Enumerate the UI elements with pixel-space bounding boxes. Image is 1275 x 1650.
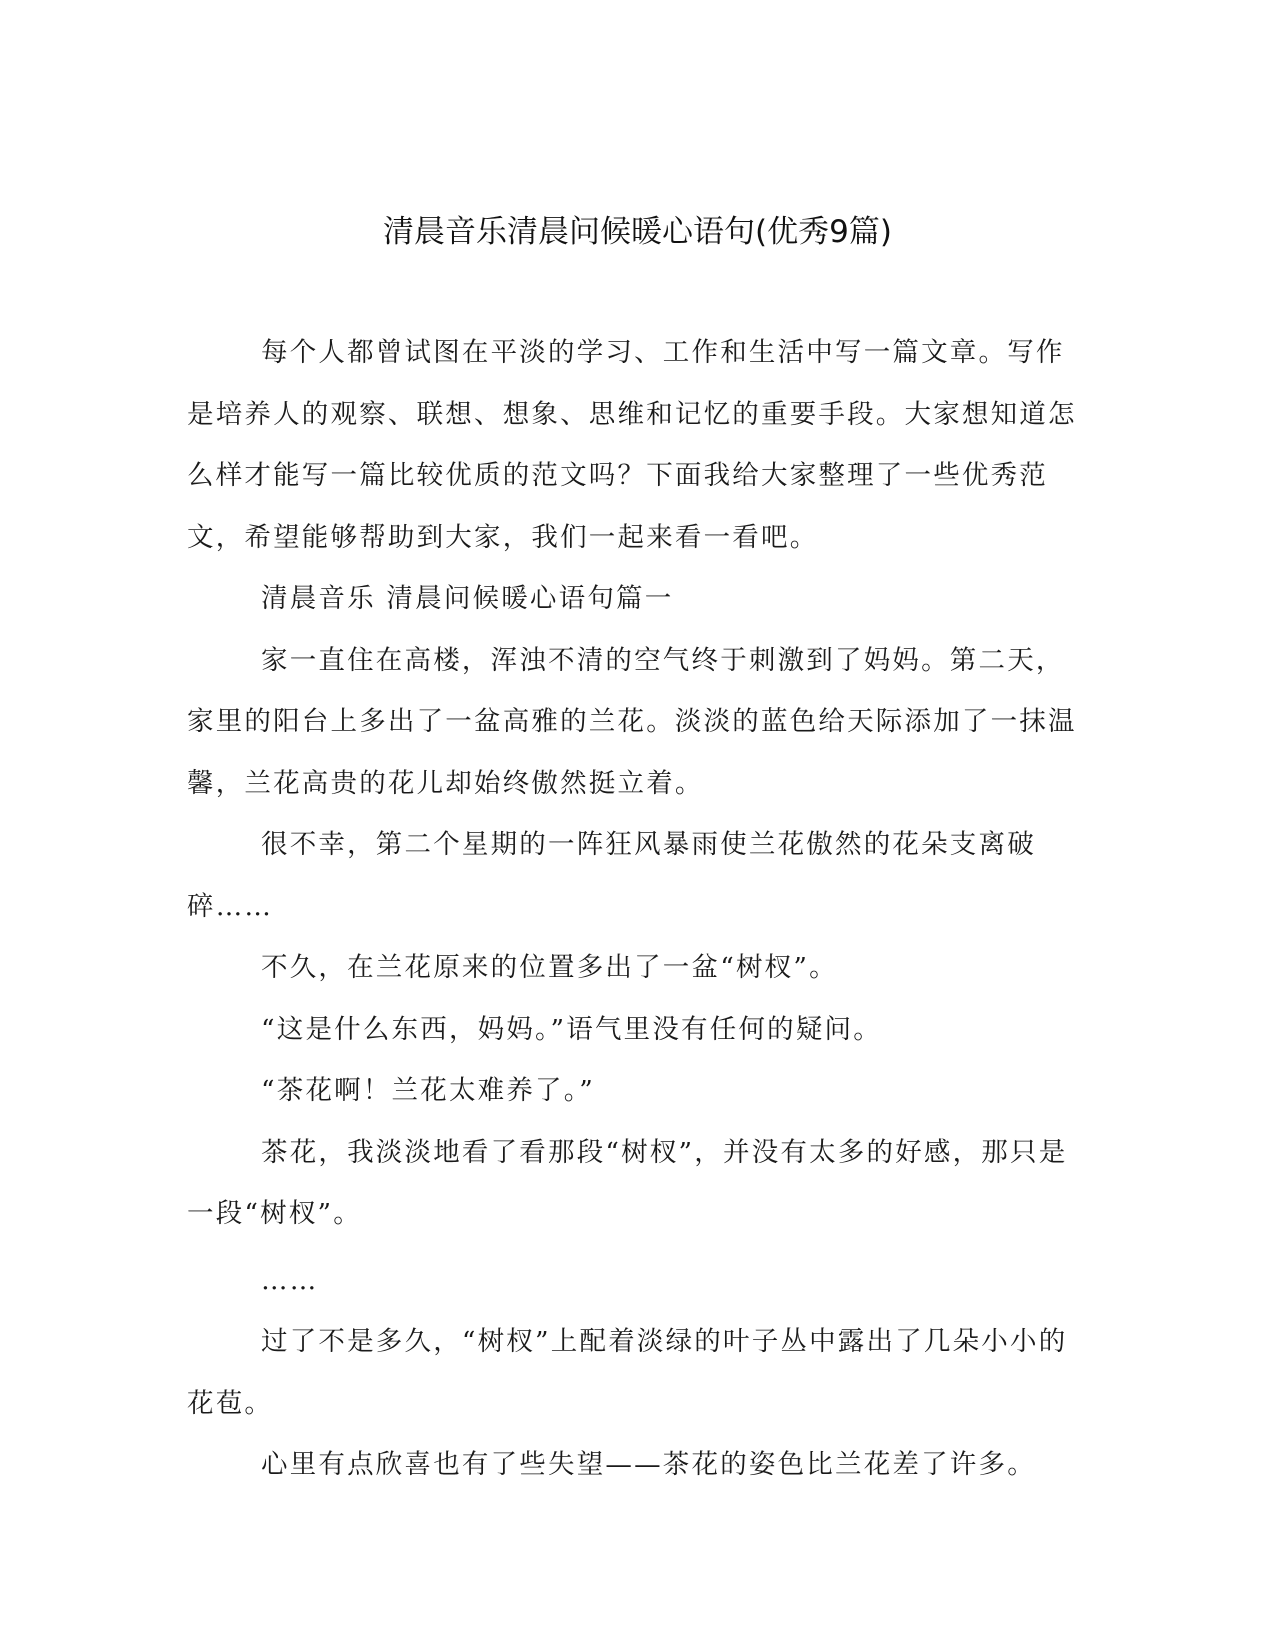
paragraph: 不久，在兰花原来的位置多出了一盆“树杈”。	[261, 952, 838, 983]
paragraph: 心里有点欣喜也有了些失望——茶花的姿色比兰花差了许多。	[261, 1449, 1036, 1480]
section-heading: 清晨音乐 清晨问候暖心语句篇一	[261, 583, 674, 614]
paragraph-intro: 每个人都曾试图在平淡的学习、工作和生活中写一篇文章。写作是培养人的观察、联想、想象、思维和记忆的重要手段。大家想知道怎么样才能写一篇比较优质的范文吗？下面我给大家整理了一些优秀范文，希望能够帮助到大家，我们一起来看一看吧。	[187, 337, 1077, 553]
document-title: 清晨音乐清晨问候暖心语句(优秀9篇)	[383, 214, 892, 250]
paragraph: 很不幸，第二个星期的一阵狂风暴雨使兰花傲然的花朵支离破碎……	[187, 829, 1036, 922]
paragraph: 过了不是多久，“树杈”上配着淡绿的叶子丛中露出了几朵小小的花苞。	[187, 1326, 1068, 1419]
ellipsis-line: ……	[261, 1264, 319, 1296]
paragraph: “茶花啊！兰花太难养了。”	[261, 1075, 595, 1106]
document-body	[187, 322, 1082, 1496]
paragraph: “这是什么东西，妈妈。”语气里没有任何的疑问。	[261, 1013, 882, 1045]
paragraph: 家一直住在高楼，浑浊不清的空气终于刺激到了妈妈。第二天，家里的阳台上多出了一盆高雅的兰花。淡淡的蓝色给天际添加了一抹温馨，兰花高贵的花儿却始终傲然挺立着。	[187, 644, 1077, 799]
paragraph: 茶花，我淡淡地看了看那段“树杈”，并没有太多的好感，那只是一段“树杈”。	[187, 1136, 1068, 1229]
